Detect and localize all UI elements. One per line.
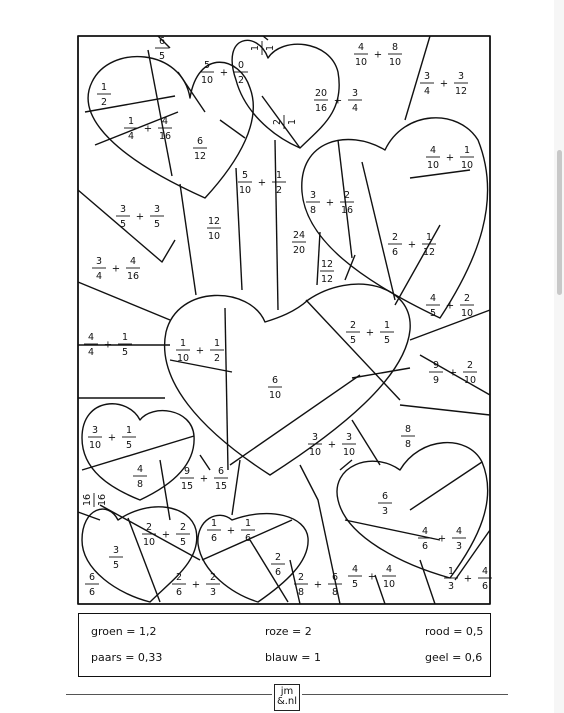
plus-sign: + — [448, 367, 458, 379]
fraction-numerator: 4 — [481, 566, 489, 577]
fraction-denominator: 16 — [340, 205, 354, 216]
fraction-numerator: 3 — [311, 432, 319, 443]
fraction-denominator: 6 — [88, 587, 96, 598]
fraction-numerator: 1 — [447, 566, 455, 577]
fraction-denominator: 10 — [88, 440, 102, 451]
plus-sign: + — [111, 263, 121, 275]
fraction-denominator: 12 — [422, 247, 436, 258]
fraction-denominator: 2 — [237, 75, 245, 86]
fraction-numerator: 3 — [423, 71, 431, 82]
fraction-numerator: 1 — [275, 170, 283, 181]
fraction-numerator: 1 — [244, 518, 252, 529]
fraction-numerator: 3 — [91, 425, 99, 436]
fraction-numerator: 4 — [129, 256, 137, 267]
fraction-group — [142, 522, 190, 548]
fraction-group — [85, 572, 99, 598]
fraction-group — [401, 424, 415, 450]
plus-sign: + — [199, 473, 209, 485]
plus-sign: + — [445, 300, 455, 312]
plus-sign: + — [219, 67, 229, 79]
fraction-numerator: 4 — [351, 564, 359, 575]
fraction-numerator: 2 — [391, 232, 399, 243]
fraction-denominator: 6 — [175, 587, 183, 598]
legend-blauw: blauw = 1 — [265, 651, 321, 664]
fraction-numerator: 2 — [349, 320, 357, 331]
fraction-denominator: 10 — [463, 375, 477, 386]
fraction-group — [92, 256, 140, 282]
fraction-numerator: 8 — [391, 42, 399, 53]
legend-geel: geel = 0,6 — [425, 651, 483, 664]
fraction-denominator: 3 — [209, 587, 217, 598]
fraction-numerator: 3 — [119, 204, 127, 215]
fraction-denominator: 8 — [297, 587, 305, 598]
fraction-numerator: 12 — [320, 259, 334, 270]
fraction-group — [88, 425, 136, 451]
fraction-denominator: 5 — [121, 347, 129, 358]
fraction-group — [97, 82, 111, 108]
fraction-group — [426, 293, 474, 319]
fraction-denominator: 12 — [193, 151, 207, 162]
fraction-denominator: 9 — [432, 375, 440, 386]
fraction-numerator: 4 — [136, 464, 144, 475]
fraction-denominator: 16 — [97, 493, 108, 507]
fraction-numerator: 4 — [385, 564, 393, 575]
fraction-denominator: 16 — [158, 131, 172, 142]
plus-sign: + — [107, 432, 117, 444]
fraction-denominator: 5 — [383, 335, 391, 346]
fraction-numerator: 4 — [429, 293, 437, 304]
plus-sign: + — [226, 525, 236, 537]
fraction-denominator: 4 — [423, 86, 431, 97]
fraction-denominator: 6 — [481, 581, 489, 592]
fraction-denominator: 10 — [176, 353, 190, 364]
fraction-denominator: 5 — [125, 440, 133, 451]
legend-paars: paars = 0,33 — [91, 651, 163, 664]
plus-sign: + — [445, 152, 455, 164]
fraction-numerator: 8 — [404, 424, 412, 435]
fraction-denominator: 6 — [274, 567, 282, 578]
fraction-group — [292, 230, 306, 256]
fraction-numerator: 1 — [250, 44, 261, 52]
fraction-labels — [82, 36, 492, 598]
fraction-denominator: 4 — [351, 103, 359, 114]
fraction-numerator: 6 — [88, 572, 96, 583]
fraction-numerator: 4 — [429, 145, 437, 156]
plus-sign: + — [333, 95, 343, 107]
fraction-numerator: 3 — [309, 190, 317, 201]
fraction-denominator: 10 — [388, 57, 402, 68]
logo-line2: &.nl — [276, 696, 298, 707]
fraction-numerator: 9 — [432, 360, 440, 371]
plus-sign: + — [365, 327, 375, 339]
fraction-denominator: 16 — [314, 103, 328, 114]
fraction-denominator: 6 — [391, 247, 399, 258]
plus-sign: + — [407, 239, 417, 251]
plus-sign: + — [327, 439, 337, 451]
fraction-group — [268, 375, 282, 401]
fraction-numerator: 3 — [351, 88, 359, 99]
fraction-group — [180, 466, 228, 492]
fraction-numerator: 1 — [127, 116, 135, 127]
fraction-numerator: 4 — [87, 332, 95, 343]
fraction-denominator: 8 — [309, 205, 317, 216]
fraction-numerator: 2 — [179, 522, 187, 533]
fraction-numerator: 12 — [207, 216, 221, 227]
fraction-group — [116, 204, 164, 230]
fraction-numerator: 1 — [121, 332, 129, 343]
fraction-numerator: 4 — [421, 526, 429, 537]
fraction-numerator: 2 — [463, 293, 471, 304]
fraction-denominator: 10 — [426, 160, 440, 171]
plus-sign: + — [439, 78, 449, 90]
fraction-group — [124, 116, 172, 142]
fraction-denominator: 3 — [381, 506, 389, 517]
fraction-numerator: 6 — [217, 466, 225, 477]
fraction-denominator: 10 — [238, 185, 252, 196]
fraction-group — [109, 545, 123, 571]
fraction-denominator: 4 — [87, 347, 95, 358]
fraction-group — [444, 566, 492, 592]
fraction-numerator: 3 — [112, 545, 120, 556]
fraction-numerator: 2 — [209, 572, 217, 583]
fraction-denominator: 5 — [119, 219, 127, 230]
fraction-denominator: 12 — [454, 86, 468, 97]
plus-sign: + — [313, 579, 323, 591]
fraction-numerator: 3 — [457, 71, 465, 82]
plus-sign: + — [325, 197, 335, 209]
fraction-numerator: 3 — [95, 256, 103, 267]
fraction-numerator: 1 — [213, 338, 221, 349]
fraction-denominator: 3 — [447, 581, 455, 592]
fraction-denominator: 10 — [460, 308, 474, 319]
fraction-group — [133, 464, 147, 490]
fraction-numerator: 1 — [125, 425, 133, 436]
fraction-numerator: 2 — [297, 572, 305, 583]
fraction-denominator: 2 — [100, 97, 108, 108]
fraction-group — [429, 360, 477, 386]
fraction-denominator: 8 — [404, 439, 412, 450]
fraction-numerator: 24 — [292, 230, 306, 241]
fraction-group — [420, 71, 468, 97]
fraction-denominator: 10 — [354, 57, 368, 68]
fraction-denominator: 5 — [112, 560, 120, 571]
fraction-group — [378, 491, 392, 517]
fraction-group — [207, 518, 255, 544]
fraction-denominator: 12 — [320, 274, 334, 285]
fraction-numerator: 5 — [241, 170, 249, 181]
plus-sign: + — [161, 529, 171, 541]
footer-line-left — [66, 694, 272, 695]
fraction-denominator: 4 — [127, 131, 135, 142]
fraction-denominator: 4 — [95, 271, 103, 282]
fraction-group — [271, 552, 285, 578]
fraction-group — [207, 216, 221, 242]
plus-sign: + — [191, 579, 201, 591]
fraction-numerator: 2 — [145, 522, 153, 533]
fraction-numerator: 6 — [331, 572, 339, 583]
fraction-denominator: 15 — [180, 481, 194, 492]
fraction-numerator: 3 — [153, 204, 161, 215]
fraction-numerator: 1 — [425, 232, 433, 243]
fraction-denominator: 2 — [275, 185, 283, 196]
fraction-denominator: 6 — [421, 541, 429, 552]
fraction-group — [418, 526, 466, 552]
fraction-denominator: 10 — [382, 579, 396, 590]
fraction-denominator: 10 — [268, 390, 282, 401]
fraction-denominator: 5 — [158, 51, 166, 62]
fraction-denominator: 5 — [179, 537, 187, 548]
fraction-group — [320, 259, 334, 285]
fraction-denominator: 10 — [308, 447, 322, 458]
fraction-denominator: 10 — [460, 160, 474, 171]
plus-sign: + — [463, 573, 473, 585]
fraction-numerator: 1 — [100, 82, 108, 93]
plus-sign: + — [257, 177, 267, 189]
plus-sign: + — [103, 339, 113, 351]
fraction-numerator: 0 — [237, 60, 245, 71]
fraction-numerator: 5 — [203, 60, 211, 71]
fraction-group — [193, 136, 207, 162]
fraction-group — [426, 145, 474, 171]
fraction-numerator: 1 — [210, 518, 218, 529]
fraction-denominator: 16 — [126, 271, 140, 282]
fraction-denominator: 10 — [142, 537, 156, 548]
plus-sign: + — [195, 345, 205, 357]
fraction-group — [314, 88, 362, 114]
fraction-denominator: 20 — [292, 245, 306, 256]
fraction-numerator: 1 — [179, 338, 187, 349]
logo-line1: jm — [280, 686, 294, 697]
fraction-denominator: 6 — [244, 533, 252, 544]
legend-groen: groen = 1,2 — [91, 625, 157, 638]
plus-sign: + — [135, 211, 145, 223]
footer-line-right — [302, 694, 508, 695]
fraction-denominator: 5 — [429, 308, 437, 319]
fraction-group — [294, 572, 342, 598]
fraction-numerator: 6 — [196, 136, 204, 147]
fraction-numerator: 4 — [455, 526, 463, 537]
fraction-denominator: 15 — [214, 481, 228, 492]
fraction-numerator: 4 — [357, 42, 365, 53]
fraction-denominator: 8 — [331, 587, 339, 598]
fraction-numerator: 4 — [161, 116, 169, 127]
fraction-group — [172, 572, 220, 598]
fraction-denominator: 1 — [265, 44, 276, 52]
fraction-group — [348, 564, 396, 590]
fraction-numerator: 6 — [158, 36, 166, 47]
fraction-numerator: 3 — [345, 432, 353, 443]
fraction-denominator: 6 — [210, 533, 218, 544]
fraction-numerator: 16 — [82, 493, 93, 507]
fraction-denominator: 10 — [342, 447, 356, 458]
fraction-numerator: 1 — [463, 145, 471, 156]
fraction-group — [306, 190, 354, 216]
fraction-numerator: 2 — [272, 118, 283, 126]
fraction-denominator: 10 — [207, 231, 221, 242]
fraction-group — [155, 36, 169, 62]
fraction-denominator: 5 — [351, 579, 359, 590]
jm-logo — [274, 684, 300, 711]
fraction-numerator: 2 — [343, 190, 351, 201]
fraction-denominator: 5 — [349, 335, 357, 346]
plus-sign: + — [373, 49, 383, 61]
fraction-group — [238, 170, 286, 196]
plus-sign: + — [143, 123, 153, 135]
color-legend — [78, 613, 491, 677]
fraction-numerator: 6 — [381, 491, 389, 502]
legend-rood: rood = 0,5 — [425, 625, 484, 638]
fraction-denominator: 2 — [213, 353, 221, 364]
fraction-denominator: 1 — [287, 118, 298, 126]
fraction-numerator: 2 — [175, 572, 183, 583]
fraction-denominator: 8 — [136, 479, 144, 490]
fraction-denominator: 3 — [455, 541, 463, 552]
plus-sign: + — [367, 571, 377, 583]
fraction-group — [176, 338, 224, 364]
fraction-numerator: 1 — [383, 320, 391, 331]
fraction-group — [354, 42, 402, 68]
fraction-numerator: 9 — [183, 466, 191, 477]
fraction-numerator: 6 — [271, 375, 279, 386]
fraction-numerator: 2 — [466, 360, 474, 371]
plus-sign: + — [437, 533, 447, 545]
fraction-group — [346, 320, 394, 346]
legend-roze: roze = 2 — [265, 625, 312, 638]
fraction-group — [82, 493, 108, 507]
fraction-numerator: 20 — [314, 88, 328, 99]
fraction-numerator: 2 — [274, 552, 282, 563]
fraction-denominator: 5 — [153, 219, 161, 230]
fraction-denominator: 10 — [200, 75, 214, 86]
